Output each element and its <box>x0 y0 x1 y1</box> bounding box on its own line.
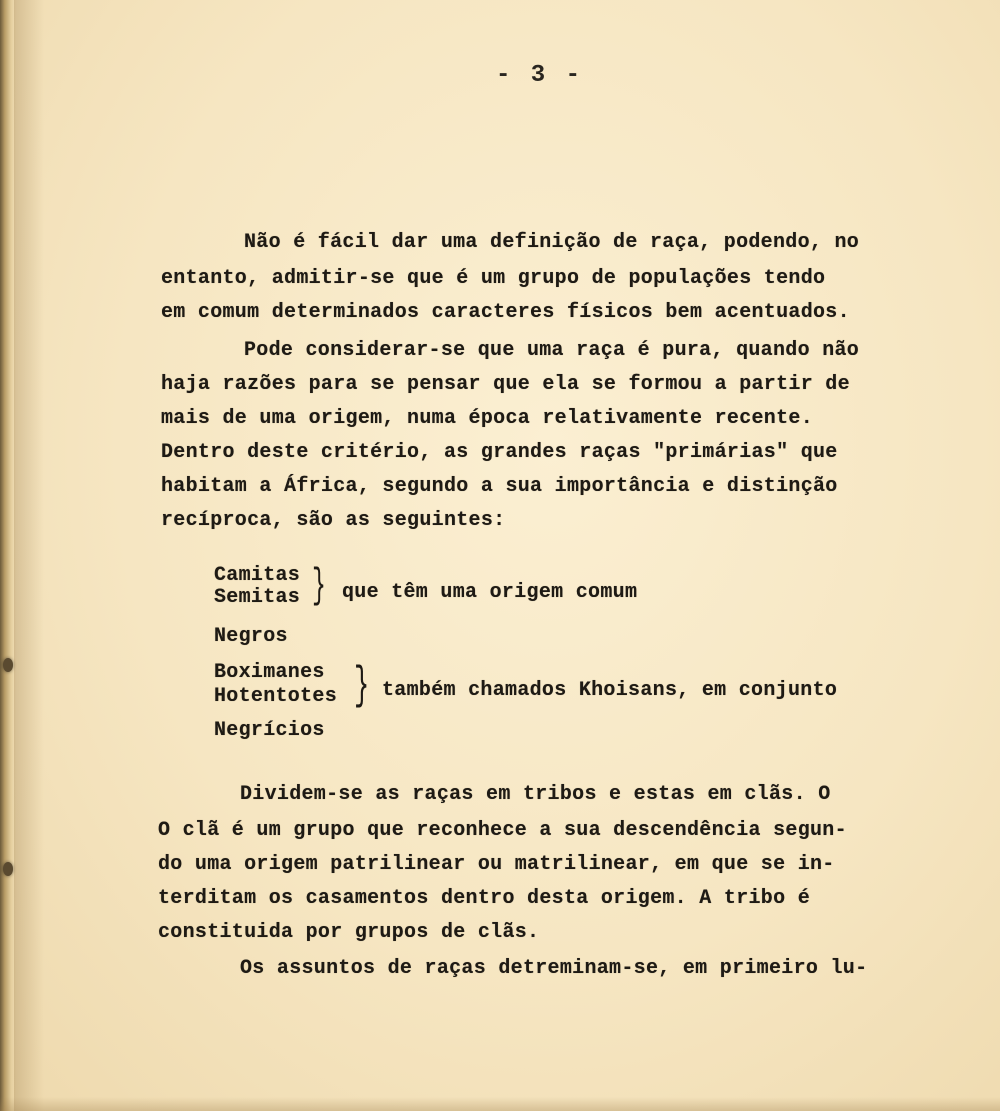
race-camitas: Camitas <box>214 564 301 587</box>
paragraph-3-line-1: Dividem-se as raças em tribos e estas em clãs. O <box>240 783 831 806</box>
paragraph-1-line-2: entanto, admitir-se que é um grupo de populações tendo <box>161 267 826 290</box>
bottom-edge <box>0 1097 1000 1111</box>
race-group-1-note: que têm uma origem comum <box>342 581 638 604</box>
paragraph-2-line-3: mais de uma origem, numa época relativamente recente. <box>161 407 814 430</box>
paragraph-2-line-2: haja razões para se pensar que ela se formou a partir de <box>161 373 850 396</box>
binding-hole <box>3 862 13 876</box>
race-boximanes: Boximanes <box>214 661 325 684</box>
paragraph-1-line-1: Não é fácil dar uma definição de raça, podendo, no <box>244 231 860 254</box>
binding-shadow <box>14 0 44 1111</box>
paragraph-3-line-4: terditam os casamentos dentro desta origem. A tribo é <box>158 887 811 910</box>
paragraph-3-line-2: O clã é um grupo que reconhece a sua descendência segun- <box>158 819 847 842</box>
paragraph-2-line-6: recíproca, são as seguintes: <box>161 509 506 532</box>
race-negros: Negros <box>214 625 288 648</box>
brace-icon: } <box>312 562 326 610</box>
paragraph-4-line-1: Os assuntos de raças detreminam-se, em primeiro lu- <box>240 957 868 980</box>
race-hotentotes: Hotentotes <box>214 685 338 708</box>
paragraph-3-line-3: do uma origem patrilinear ou matrilinear, em que se in- <box>158 853 835 876</box>
race-negricios: Negrícios <box>214 719 325 742</box>
race-semitas: Semitas <box>214 586 301 609</box>
page-number: - 3 - <box>496 62 584 89</box>
paragraph-2-line-5: habitam a África, segundo a sua importância e distinção <box>161 475 838 498</box>
paragraph-3-line-5: constituida por grupos de clãs. <box>158 921 540 944</box>
paragraph-1-line-3: em comum determinados caracteres físicos bem acentuados. <box>161 301 850 324</box>
race-group-2-note: também chamados Khoisans, em conjunto <box>382 679 838 702</box>
brace-icon: } <box>354 660 370 712</box>
paragraph-2-line-1: Pode considerar-se que uma raça é pura, quando não <box>244 339 860 362</box>
paragraph-2-line-4: Dentro deste critério, as grandes raças "primárias" que <box>161 441 838 464</box>
binding-hole <box>3 658 13 672</box>
